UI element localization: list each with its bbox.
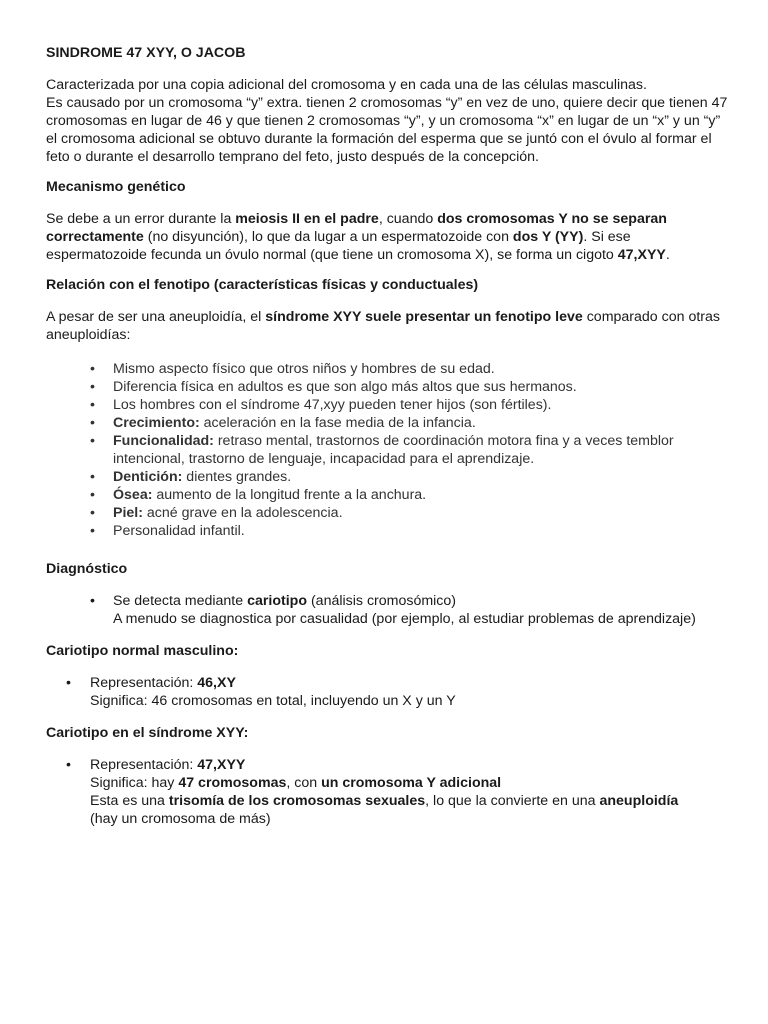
fenotipo-list — [46, 360, 728, 540]
cariotipo-normal-heading: Cariotipo normal masculino: — [46, 643, 239, 659]
diagnostico-heading: Diagnóstico — [46, 561, 128, 577]
intro-line-2: Es causado por un cromosoma “y” extra. tienen 2 cromosomas “y” en vez de uno, quiere decir que tienen 47 cromosomas en lugar de 46 y que tienen 2 cromosomas “y”, y un cromosoma “x” en lugar de un “x” y un “y” — [46, 95, 728, 129]
mecanismo-paragraph: Se debe a un error durante la meiosis II en el padre, cuando dos cromosomas Y no se separan correctamente (no disyunción), lo que da lugar a un espermatozoide con dos Y (YY). Si ese espermatozoide fecunda un óvulo normal (que tiene un cromosoma X), se forma un cigoto 47,XYY. — [46, 211, 670, 263]
list-item: • Mismo aspecto físico que otros niños y hombres de su edad. — [46, 360, 728, 378]
cariotipo-normal-list — [46, 674, 728, 710]
document-title: SINDROME 47 XYY, O JACOB — [46, 45, 246, 61]
list-item: • Piel: acné grave en la adolescencia. — [46, 504, 728, 522]
mecanismo-heading: Mecanismo genético — [46, 179, 186, 195]
list-item: • Los hombres con el síndrome 47,xyy pueden tener hijos (son fértiles). — [46, 396, 728, 414]
list-item: • Crecimiento: aceleración en la fase media de la infancia. — [46, 414, 728, 432]
cariotipo-xyy-list — [46, 756, 728, 828]
list-item: • Funcionalidad: retraso mental, trastornos de coordinación motora fina y a veces temblor intencional, trastorno de lenguaje, incapacidad para el aprendizaje. — [46, 432, 728, 468]
list-item: • Dentición: dientes grandes. — [46, 468, 728, 486]
intro-line-3: el cromosoma adicional se obtuvo durante la formación del esperma que se juntó con el óvulo al formar el feto o durante el desarrollo temprano del feto, justo después de la concepción. — [46, 131, 712, 165]
list-item: • Se detecta mediante cariotipo (análisis cromosómico) A menudo se diagnostica por casualidad (por ejemplo, al estudiar problemas de aprendizaje) — [46, 592, 728, 628]
list-item: • Representación: 47,XYY Significa: hay 47 cromosomas, con un cromosoma Y adicional Esta es una trisomía de los cromosomas sexuales, lo que la convierte en una aneuploidía (hay un cromosoma de más) — [46, 756, 728, 828]
diagnostico-list — [46, 592, 728, 628]
list-item: • Personalidad infantil. — [46, 522, 728, 540]
list-item: • Diferencia física en adultos es que son algo más altos que sus hermanos. — [46, 378, 728, 396]
intro-section — [46, 76, 728, 166]
list-item: • Representación: 46,XY Significa: 46 cromosomas en total, incluyendo un X y un Y — [46, 674, 728, 710]
cariotipo-xyy-heading: Cariotipo en el síndrome XYY: — [46, 725, 249, 741]
list-item: • Ósea: aumento de la longitud frente a la anchura. — [46, 486, 728, 504]
fenotipo-paragraph: A pesar de ser una aneuploidía, el síndrome XYY suele presentar un fenotipo leve comparado con otras aneuploidías: — [46, 309, 720, 343]
intro-line-1: Caracterizada por una copia adicional del cromosoma y en cada una de las células masculinas. — [46, 77, 647, 93]
fenotipo-heading: Relación con el fenotipo (características físicas y conductuales) — [46, 277, 479, 293]
